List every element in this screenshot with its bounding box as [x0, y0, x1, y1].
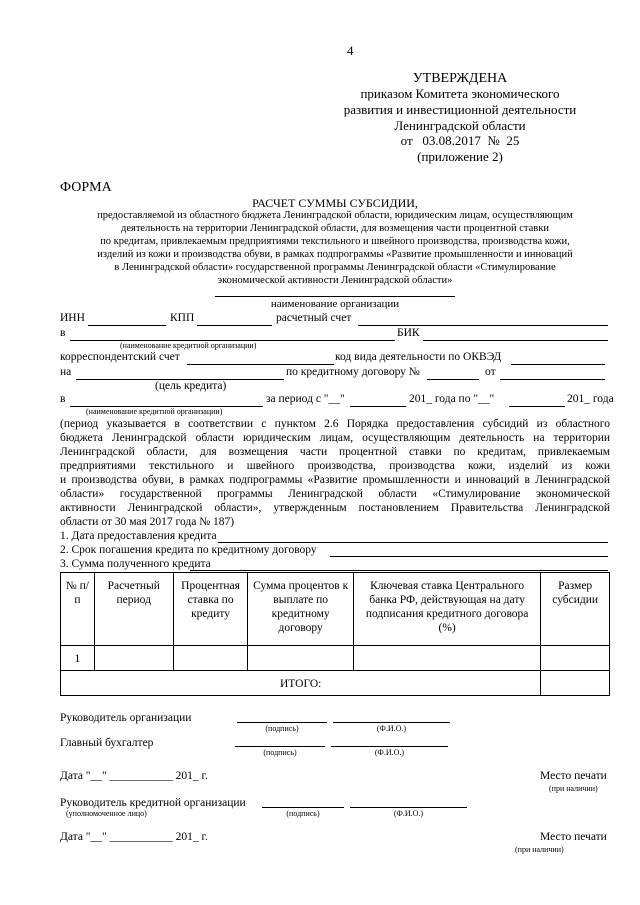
authorized-caption: (уполномоченное лицо)	[66, 809, 147, 818]
period-year2: 201_ года	[567, 393, 614, 405]
director-signature-field[interactable]	[237, 722, 327, 723]
signature-caption: (подпись)	[286, 809, 320, 818]
name-caption: (Ф.И.О.)	[374, 748, 405, 757]
account-field[interactable]	[358, 325, 608, 326]
contract-date-field[interactable]	[500, 379, 605, 380]
approval-appendix: (приложение 2)	[417, 149, 503, 164]
credit-director-name-field[interactable]	[350, 807, 467, 808]
table-total-row	[61, 671, 610, 696]
form-label: ФОРМА	[60, 180, 112, 195]
approval-line: Ленинградской области	[394, 118, 526, 133]
credit-org-caption-2: (наименование кредитной организации)	[86, 407, 223, 416]
period-note-line: области» государственной программы Ленинградской области «Стимулирование экономической	[60, 488, 610, 500]
row-number: 1	[61, 646, 95, 671]
table-header-row	[61, 573, 610, 646]
credit-director-signature-field[interactable]	[262, 807, 344, 808]
name-caption: (Ф.И.О.)	[376, 724, 407, 733]
heading-line: изделий из кожи и производства обуви, в рамках подпрограммы «Развитие промышленности и инноваций	[97, 249, 573, 260]
col-subsidy-header: Размер субсидии	[541, 573, 610, 646]
approval-title: УТВЕРЖДЕНА	[412, 71, 508, 86]
period-note-line: активности Ленинградской области», утвержденным постановлением Правительства Ленинградской	[60, 502, 610, 514]
row-rate-cell[interactable]	[173, 646, 248, 671]
kpp-label: КПП	[170, 312, 195, 324]
kpp-field[interactable]	[197, 325, 272, 326]
total-label: ИТОГО:	[61, 671, 541, 696]
bik-label: БИК	[397, 327, 420, 339]
director-name-field[interactable]	[333, 722, 450, 723]
seal-note: (при наличии)	[515, 845, 564, 854]
accountant-label: Главный бухгалтер	[60, 737, 154, 749]
contract-from-label: от	[485, 366, 496, 378]
period-note-line: области от 30 мая 2017 года № 187)	[60, 516, 235, 528]
page-number: 4	[347, 43, 354, 58]
credit-org-caption: (наименование кредитной организации)	[120, 341, 257, 350]
row-subsidy-cell[interactable]	[541, 646, 610, 671]
accountant-signature-field[interactable]	[235, 746, 325, 747]
period-note-line: Ленинградской области, для возмещения части процентной ставки по кредитам, привлекаемым	[60, 446, 610, 458]
credit-director-label: Руководитель кредитной организации	[60, 797, 246, 809]
contract-label: по кредитному договору №	[286, 366, 420, 378]
seal-label: Место печати	[540, 770, 607, 782]
subsidy-table	[60, 572, 610, 696]
corr-account-label: корреспондентский счет	[60, 351, 180, 363]
heading-title: РАСЧЕТ СУММЫ СУБСИДИИ,	[252, 196, 418, 210]
item-date: 1. Дата предоставления кредита	[60, 530, 217, 542]
org-name-line[interactable]	[215, 296, 455, 297]
date-line[interactable]: Дата "__" ___________ 201_ г.	[60, 831, 208, 843]
item-amount-field[interactable]	[190, 570, 608, 571]
heading-line: в Ленинградской области» государственной программы Ленинградской области «Стимулирование	[114, 262, 556, 273]
heading-line: по кредитам, привлекаемым предприятиями текстильного и швейного производства, производства кожи,	[100, 236, 570, 247]
period-note-line: бюджета Ленинградской области юридическим лицам, осуществляющим деятельность на территории	[60, 432, 610, 444]
accountant-name-field[interactable]	[331, 746, 448, 747]
row-interest-cell[interactable]	[248, 646, 353, 671]
corr-account-field[interactable]	[187, 364, 334, 365]
okved-field[interactable]	[511, 364, 605, 365]
approval-line: развития и инвестиционной деятельности	[343, 102, 577, 117]
signature-caption: (подпись)	[263, 748, 297, 757]
approval-date: от 03.08.2017 № 25	[400, 133, 520, 148]
amount-prefix: на	[60, 366, 72, 378]
period-year1: 201_ года по "__"	[409, 393, 495, 405]
heading-line: деятельность на территории Ленинградской области, для возмещения части процентной ставки	[121, 223, 549, 234]
col-period-header: Расчетный период	[94, 573, 173, 646]
heading-line: предоставляемой из областного бюджета Ленинградской области, юридическим лицам, осуществляющим	[97, 210, 573, 221]
period-from-field[interactable]	[350, 406, 406, 407]
inn-label: ИНН	[60, 312, 85, 324]
approval-line: приказом Комитета экономического	[360, 86, 560, 101]
contract-number-field[interactable]	[427, 379, 479, 380]
period-from-label: за период с "__"	[266, 393, 345, 405]
bik-field[interactable]	[423, 340, 608, 341]
org-name-caption: наименование организации	[270, 298, 400, 310]
seal-label: Место печати	[540, 831, 607, 843]
name-caption: (Ф.И.О.)	[393, 809, 424, 818]
row-period-cell[interactable]	[94, 646, 173, 671]
account-label: расчетный счет	[276, 312, 352, 324]
col-rate-header: Процентная ставка по кредиту	[173, 573, 248, 646]
item-term: 2. Срок погашения кредита по кредитному договору	[60, 544, 317, 556]
heading-line: экономической активности Ленинградской области»	[217, 275, 453, 286]
total-subsidy-cell[interactable]	[541, 671, 610, 696]
inn-field[interactable]	[88, 325, 166, 326]
period-to-field[interactable]	[509, 406, 565, 407]
table-row	[61, 646, 610, 671]
col-interest-header: Сумма процентов к выплате по кредитному договору	[248, 573, 353, 646]
bank2-prefix: в	[60, 393, 66, 405]
col-key-rate-header: Ключевая ставка Центрального банка РФ, действующая на дату подписания кредитного договора (%)	[353, 573, 540, 646]
director-label: Руководитель организации	[60, 712, 192, 724]
bank-prefix: в	[60, 327, 66, 339]
period-note-line: предприятиями текстильного и швейного производства, производства кожи, изделий из кожи	[60, 460, 610, 472]
item-amount: 3. Сумма полученного кредита	[60, 558, 211, 570]
purpose-caption: (цель кредита)	[155, 380, 227, 392]
period-note-line: (период указывается в соответствии с пунктом 2.6 Порядка предоставления субсидий из областного	[60, 418, 610, 430]
seal-note: (при наличии)	[549, 784, 598, 793]
col-number-header: № п/п	[61, 573, 95, 646]
period-note-line: и производства обуви, в рамках подпрограммы «Развитие промышленности и инноваций в Ленинградской	[60, 474, 610, 486]
okved-label: код вида деятельности по ОКВЭД	[335, 351, 502, 363]
date-line[interactable]: Дата "__" ___________ 201_ г.	[60, 770, 208, 782]
row-key-rate-cell[interactable]	[353, 646, 540, 671]
item-term-field[interactable]	[330, 556, 608, 557]
signature-caption: (подпись)	[265, 724, 299, 733]
item-date-field[interactable]	[218, 542, 608, 543]
